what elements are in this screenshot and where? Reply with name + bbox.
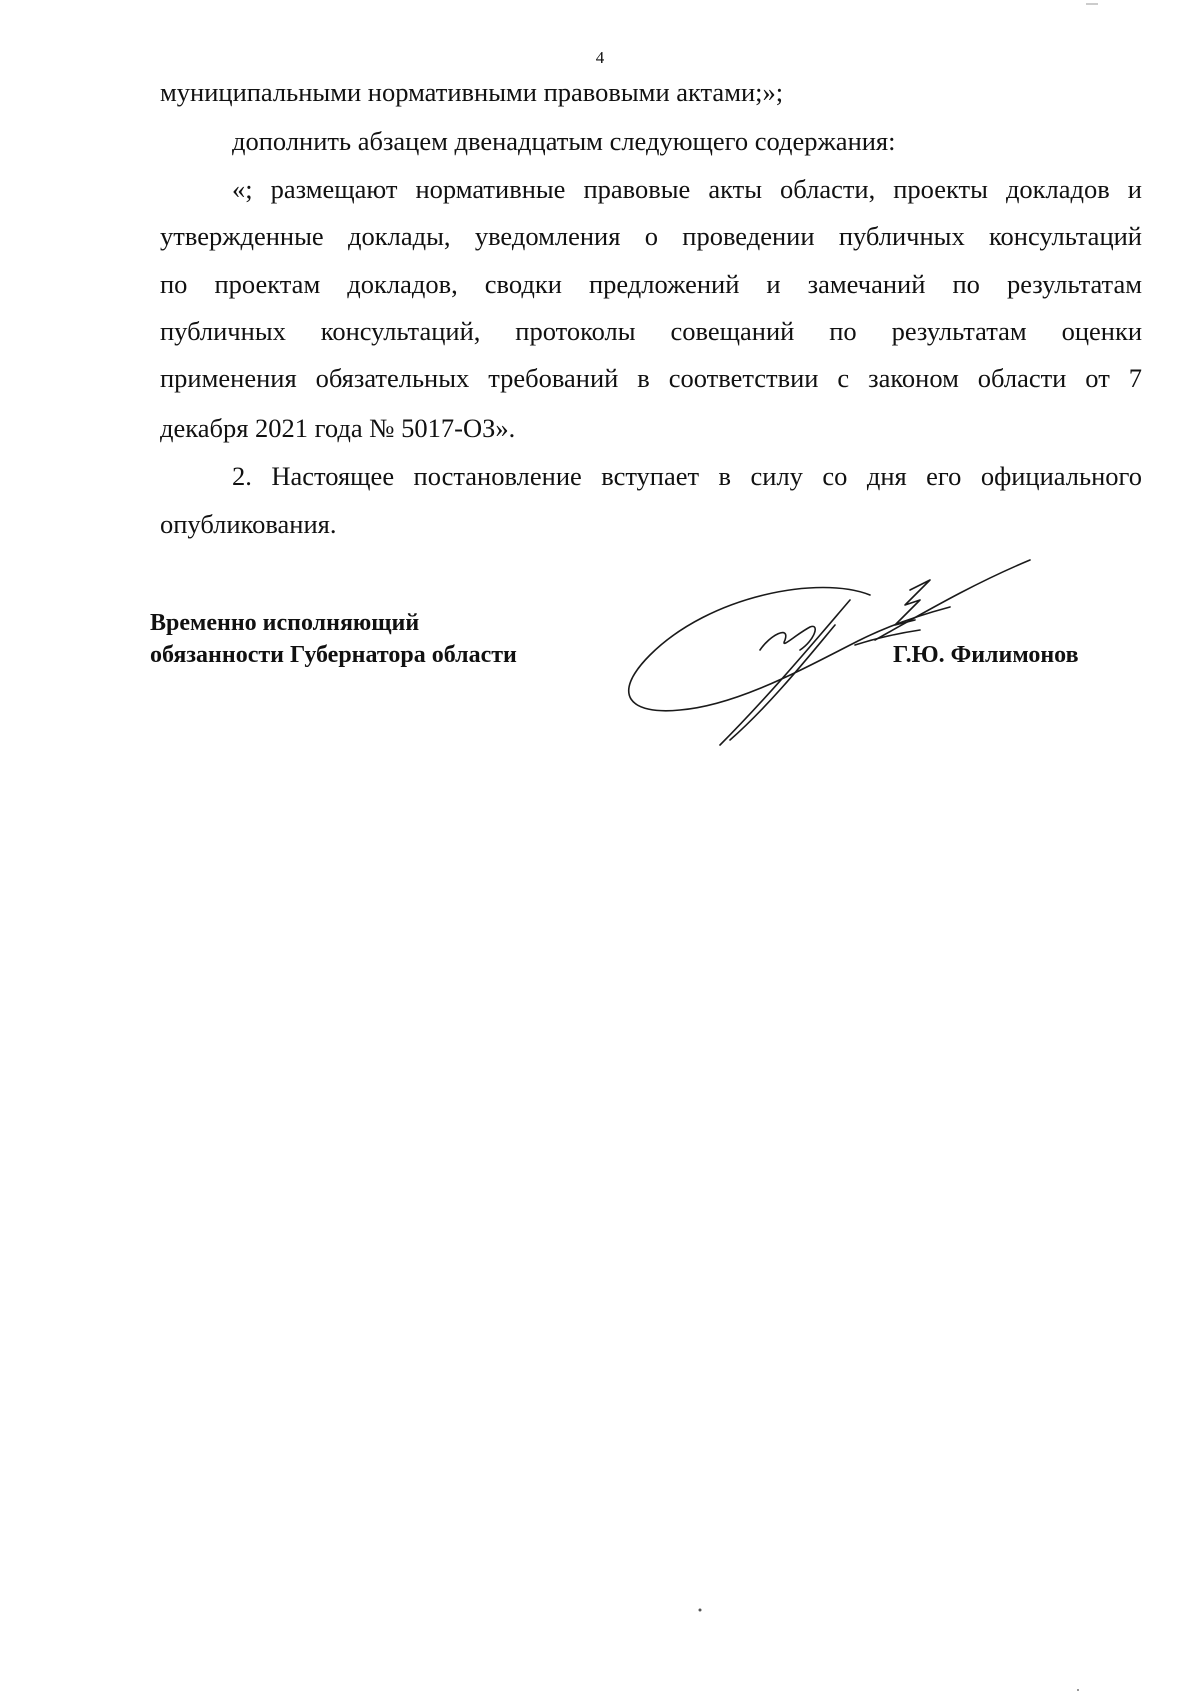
text-line: опубликования. — [160, 509, 337, 539]
text-line: дополнить абзацем двенадцатым следующего содержания: — [232, 126, 896, 156]
text-line: 2. Настоящее постановление вступает в силу со дня его официального — [232, 461, 1142, 491]
text-line: по проектам докладов, сводки предложений и замечаний по результатам — [160, 269, 1142, 299]
text-line: декабря 2021 года № 5017-ОЗ». — [160, 413, 516, 443]
signatory-position-line-1: Временно исполняющий — [150, 610, 420, 636]
text-line: публичных консультаций, протоколы совещаний по результатам оценки — [160, 316, 1142, 346]
text-line: утвержденные доклады, уведомления о проведении публичных консультаций — [160, 221, 1142, 251]
text-line: муниципальными нормативными правовыми актами;»; — [160, 77, 784, 107]
page-number: 4 — [595, 48, 605, 67]
text-line: «; размещают нормативные правовые акты области, проекты докладов и — [232, 174, 1142, 204]
signatory-name: Г.Ю. Филимонов — [893, 642, 1079, 668]
text-line: применения обязательных требований в соответствии с законом области от 7 — [160, 363, 1142, 393]
signatory-position-line-2: обязанности Губернатора области — [150, 642, 517, 668]
